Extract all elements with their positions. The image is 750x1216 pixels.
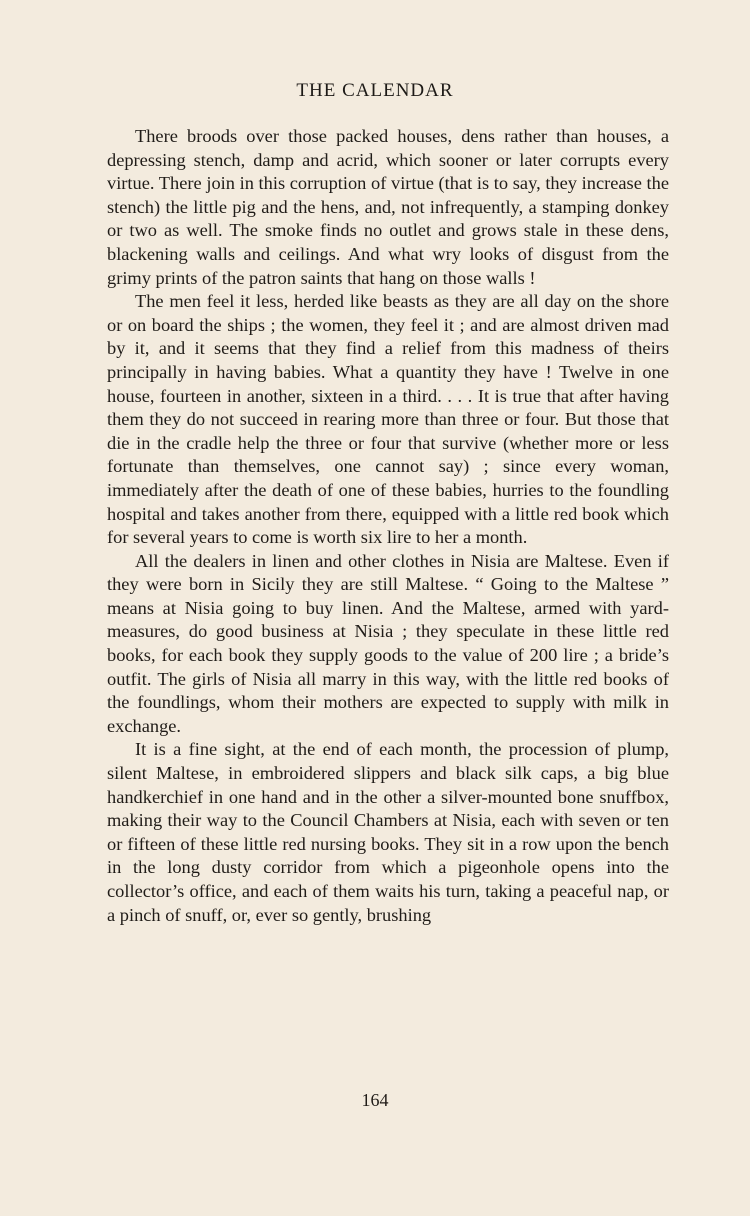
- paragraph-1: There broods over those packed houses, dens rather than houses, a depressing stench, damp and acrid, which sooner or later corrupts every virtue. There join in this corruption of virtue (that is to say, they increase the stench) the little pig and the hens, and, not infrequently, a stamping donkey or two as well. The smoke finds no outlet and grows stale in these dens, blackening walls and ceilings. And what wry looks of disgust from the grimy prints of the patron saints that hang on those walls !: [107, 126, 669, 288]
- running-title: THE CALENDAR: [296, 80, 454, 101]
- body-text: [107, 125, 669, 927]
- paragraph-4: It is a fine sight, at the end of each month, the procession of plump, silent Maltese, in embroidered slippers and black silk caps, a big blue handkerchief in one hand and in the other a silver-mounted bone snuffbox, making their way to the Council Chambers at Nisia, each with seven or ten or fifteen of these little red nursing books. They sit in a row upon the bench in the long dusty corridor from which a pigeonhole opens into the collector’s office, and each of them waits his turn, taking a peaceful nap, or a pinch of snuff, or, ever so gently, brushing: [107, 739, 669, 925]
- paragraph-3: All the dealers in linen and other clothes in Nisia are Maltese. Even if they were born in Sicily they are still Maltese. “ Going to the Maltese ” means at Nisia going to buy linen. And the Maltese, armed with yard-measures, do good business at Nisia ; they speculate in these little red books, for each book they supply goods to the value of 200 lire ; a bride’s outfit. The girls of Nisia all marry in this way, with the little red books of the foundlings, whom their mothers are expected to supply with milk in exchange.: [107, 550, 669, 736]
- page-number: 164: [361, 1090, 389, 1110]
- paragraph-2: The men feel it less, herded like beasts as they are all day on the shore or on board the ships ; the women, they feel it ; and are almost driven mad by it, and it seems that they find a relief from this madness of theirs principally in having babies. What a quantity they have ! Twelve in one house, fourteen in another, sixteen in a third. . . . It is true that after having them they do not succeed in rearing more than three or four. But those that die in the cradle help the three or four that survive (whether more or less fortunate than themselves, one cannot say) ; since every woman, immediately after the death of one of these babies, hurries to the foundling hospital and takes another from there, equipped with a little red book which for several years to come is worth six lire to her a month.: [107, 291, 669, 548]
